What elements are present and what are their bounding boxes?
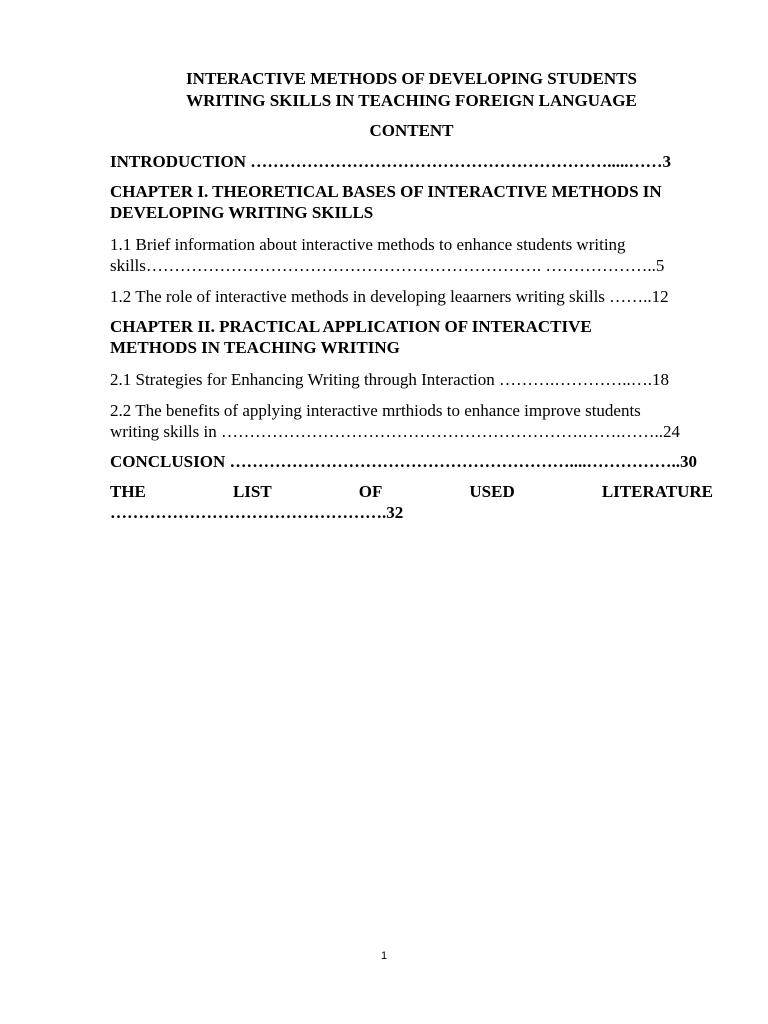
toc-entry-introduction [110, 151, 713, 172]
toc-entry-literature-word-3: OF [358, 482, 383, 501]
toc-entry-section-1-1-line-1: 1.1 Brief information about interactive methods to enhance students writing [110, 235, 626, 254]
document-title-line-2: WRITING SKILLS IN TEACHING FOREIGN LANGUAGE [186, 91, 637, 110]
toc-entry-section-2-2-line-2: writing skills in ……………………………………………………….…….……..24 [110, 422, 680, 441]
toc-entry-section-2-1 [110, 369, 713, 390]
toc-entry-literature-word-4: USED [469, 482, 515, 501]
toc-entry-conclusion [110, 451, 713, 472]
content-heading: CONTENT [369, 121, 454, 140]
toc-entry-chapter-1-line-1: CHAPTER I. THEORETICAL BASES OF INTERACTIVE METHODS IN [110, 182, 662, 201]
toc-entry-chapter-1 [110, 181, 713, 223]
toc-entry-literature-line-1 [110, 481, 713, 502]
toc-entry-section-1-2 [110, 286, 713, 307]
document-title-line-1: INTERACTIVE METHODS OF DEVELOPING STUDENTS [186, 69, 637, 88]
toc-entry-chapter-2-line-2: METHODS IN TEACHING WRITING [110, 338, 400, 357]
toc-entry-conclusion-text: CONCLUSION ……………………………………………………....……………..30 [110, 452, 697, 471]
toc-entry-section-2-2-line-1: 2.2 The benefits of applying interactive mrthiods to enhance improve students [110, 401, 641, 420]
page-number: 1 [380, 950, 388, 962]
toc-entry-literature-word-2: LIST [232, 482, 272, 501]
toc-entry-chapter-1-line-2: DEVELOPING WRITING SKILLS [110, 203, 374, 222]
toc-entry-section-2-1-text: 2.1 Strategies for Enhancing Writing through Interaction ……….…………..….18 [110, 370, 669, 389]
toc-entry-literature-line-2: ………………………………………….32 [110, 503, 404, 522]
toc-entry-section-2-2 [110, 400, 713, 442]
toc-entry-introduction-text: INTRODUCTION ……………………………………………………….....……3 [110, 152, 672, 171]
document-title [110, 68, 713, 112]
toc-entry-literature-word-5: LITERATURE [601, 482, 713, 501]
toc-entry-section-1-2-text: 1.2 The role of interactive methods in developing leaarners writing skills ……..12 [110, 287, 669, 306]
toc-entry-literature [110, 481, 713, 523]
toc-entry-chapter-2-line-1: CHAPTER II. PRACTICAL APPLICATION OF INTERACTIVE [110, 317, 592, 336]
toc-entry-section-1-1 [110, 234, 713, 276]
toc-entry-chapter-2 [110, 316, 713, 358]
toc-entry-literature-word-1: THE [110, 482, 146, 501]
toc-entry-section-1-1-line-2: skills……………………………………………………………. ………………..5 [110, 256, 665, 275]
